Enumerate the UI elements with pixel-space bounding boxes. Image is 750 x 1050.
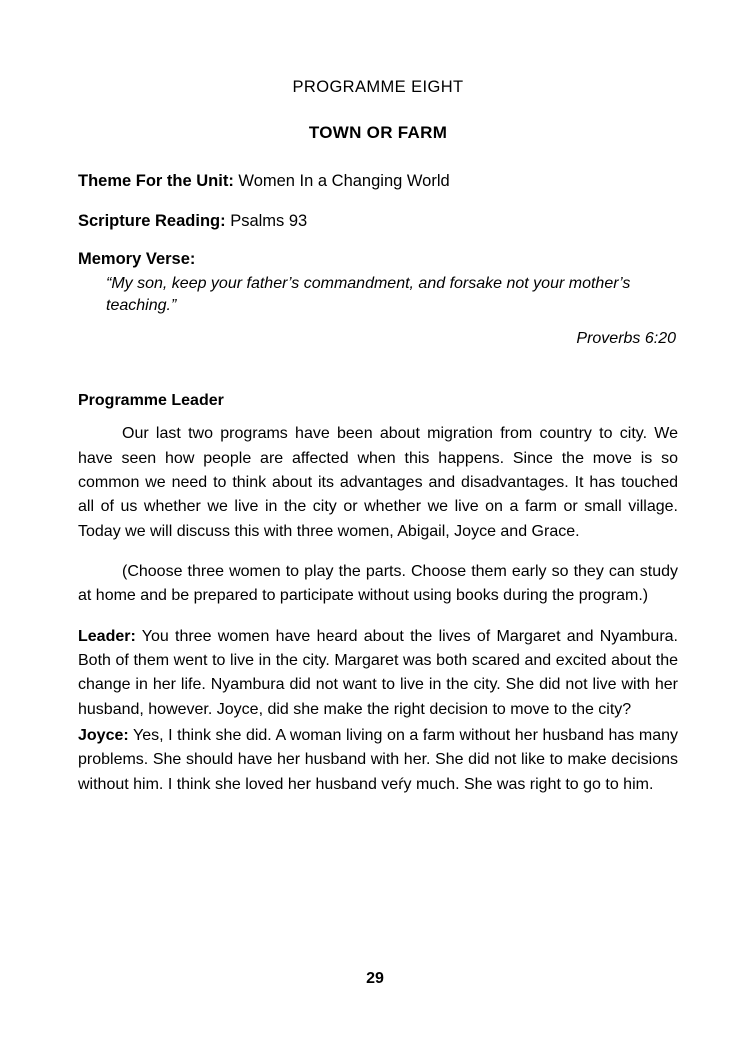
paragraph-two: (Choose three women to play the parts. Choose them early so they can study at home and be prepared to participate without using books during the program.) — [78, 563, 678, 605]
unit-title: TOWN OR FARM — [308, 123, 448, 142]
verse-reference: Proverbs 6:20 — [576, 330, 676, 348]
dialogue-line-leader — [78, 625, 678, 722]
page-number: 29 — [366, 970, 384, 987]
memory-verse-label: Memory Verse: — [78, 250, 196, 269]
programme-leader-heading: Programme Leader — [78, 392, 224, 410]
memory-verse-text: “My son, keep your father’s commandment, and forsake not your mother’s teaching.” — [106, 275, 631, 314]
paragraph-one: Our last two programs have been about migration from country to city. We have seen how people are affected when this happens. Since the move is so common we need to think about its advantages and disadvantages. It has touched all of us whether we live in the city or whether we live on a farm or small village. Today we will discuss this with three women, Abigail, Joyce and Grace. — [78, 425, 678, 540]
dialogue-text-joyce: Yes, I think she did. A woman living on a farm without her husband has many problems. She should have her husband with her. She did not like to make decisions without him. I think she loved her husband veŕy much. She was right to go to him. — [78, 726, 678, 793]
dialogue-speaker-joyce: Joyce: — [78, 726, 129, 744]
dialogue-text-leader: You three women have heard about the lives of Margaret and Nyambura. Both of them went to live in the city. Margaret was both scared and excited about the change in her life. Nyambura did not want to live in the city. She did not live with her husband, however. Joyce, did she make the right decision to move to the city? — [78, 627, 678, 718]
theme-label: Theme For the Unit: — [78, 172, 234, 190]
dialogue-line-joyce — [78, 724, 678, 797]
scripture-label: Scripture Reading: — [78, 211, 226, 230]
scripture-value: Psalms 93 — [225, 211, 308, 230]
theme-value: Women In a Changing World — [233, 172, 450, 190]
theme-line — [78, 171, 678, 192]
dialogue-speaker-leader: Leader: — [78, 627, 136, 645]
scripture-line — [78, 211, 678, 232]
programme-title: PROGRAMME EIGHT — [292, 78, 464, 96]
